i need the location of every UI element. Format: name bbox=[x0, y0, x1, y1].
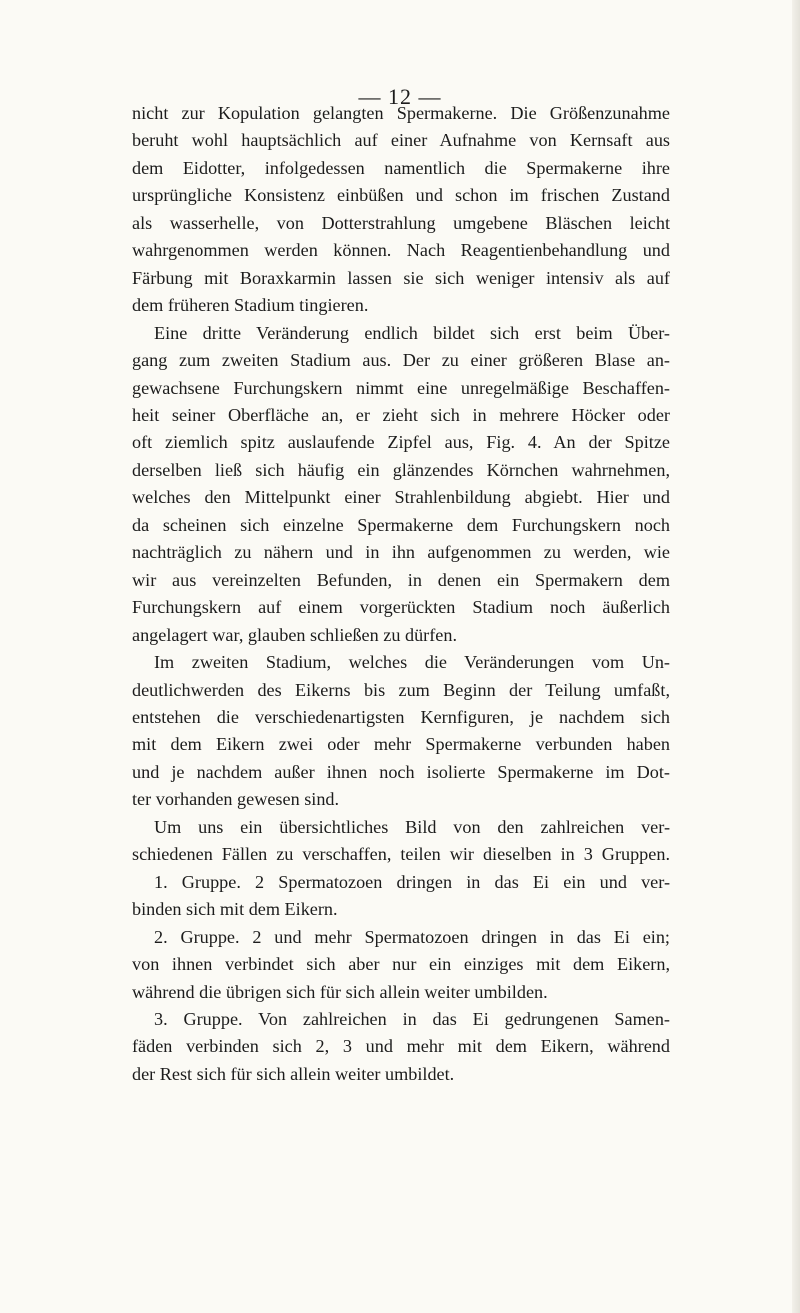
text-line: als wasserhelle, von Dotterstrahlung umgebene Bläschen leicht bbox=[132, 212, 670, 233]
text-line: Eine dritte Veränderung endlich bildet sich erst beim Über- bbox=[154, 322, 670, 343]
text-line: fäden verbinden sich 2, 3 und mehr mit dem Eikern, während bbox=[132, 1036, 670, 1057]
text-line: Färbung mit Boraxkarmin lassen sie sich weniger intensiv als auf bbox=[132, 267, 670, 288]
paragraph-2 bbox=[132, 320, 670, 649]
text-line: gewachsene Furchungskern nimmt eine unregelmäßige Beschaffen- bbox=[132, 377, 670, 398]
text-line: Um uns ein übersichtliches Bild von den zahlreichen ver- bbox=[154, 816, 670, 837]
paragraph-4 bbox=[132, 814, 670, 869]
text-line: dem Eidotter, infolgedessen namentlich die Spermakerne ihre bbox=[132, 157, 670, 178]
paragraph-group-1 bbox=[132, 869, 670, 924]
paragraph-group-2 bbox=[132, 924, 670, 1006]
text-line: während die übrigen sich für sich allein weiter umbilden. bbox=[132, 981, 548, 1002]
paragraph-group-3 bbox=[132, 1006, 670, 1088]
page-number: — 12 — bbox=[358, 84, 442, 109]
text-line: schiedenen Fällen zu verschaffen, teilen wir dieselben in 3 Gruppen. bbox=[132, 844, 670, 865]
text-line: ter vorhanden gewesen sind. bbox=[132, 789, 340, 810]
text-line: 2. Gruppe. 2 und mehr Spermatozoen dringen in das Ei ein; bbox=[154, 926, 670, 947]
text-line: heit seiner Oberfläche an, er zieht sich in mehrere Höcker oder bbox=[132, 404, 670, 425]
paragraph-1 bbox=[132, 100, 670, 320]
text-line: wir aus vereinzelten Befunden, in denen ein Spermakern dem bbox=[132, 569, 670, 590]
text-line: binden sich mit dem Eikern. bbox=[132, 899, 338, 920]
text-line: ursprüngliche Konsistenz einbüßen und schon im frischen Zustand bbox=[132, 185, 670, 206]
text-line: Im zweiten Stadium, welches die Veränderungen vom Un- bbox=[154, 652, 670, 673]
text-line: Furchungskern auf einem vorgerückten Stadium noch äußerlich bbox=[132, 597, 670, 618]
text-line: 1. Gruppe. 2 Spermatozoen dringen in das Ei ein und ver- bbox=[154, 871, 670, 892]
text-line: mit dem Eikern zwei oder mehr Spermakerne verbunden haben bbox=[132, 734, 670, 755]
text-line: beruht wohl hauptsächlich auf einer Aufnahme von Kernsaft aus bbox=[132, 130, 670, 151]
text-line: nachträglich zu nähern und in ihn aufgenommen zu werden, wie bbox=[132, 542, 670, 563]
text-line: oft ziemlich spitz auslaufende Zipfel aus, Fig. 4. An der Spitze bbox=[132, 432, 670, 453]
text-line: deutlichwerden des Eikerns bis zum Beginn der Teilung umfaßt, bbox=[132, 679, 670, 700]
text-line: wahrgenommen werden können. Nach Reagentienbehandlung und bbox=[132, 240, 670, 261]
text-line: da scheinen sich einzelne Spermakerne dem Furchungskern noch bbox=[132, 514, 670, 535]
paragraph-3 bbox=[132, 649, 670, 814]
text-line: dem früheren Stadium tingieren. bbox=[132, 295, 369, 316]
text-line: und je nachdem außer ihnen noch isolierte Spermakerne im Dot- bbox=[132, 761, 670, 782]
page-edge bbox=[792, 0, 800, 1313]
text-line: 3. Gruppe. Von zahlreichen in das Ei gedrungenen Samen- bbox=[154, 1008, 670, 1029]
text-line: von ihnen verbindet sich aber nur ein einziges mit dem Eikern, bbox=[132, 954, 670, 975]
body-text bbox=[132, 100, 670, 1088]
text-line: gang zum zweiten Stadium aus. Der zu einer größeren Blase an- bbox=[132, 350, 670, 371]
text-line: welches den Mittelpunkt einer Strahlenbildung abgiebt. Hier und bbox=[132, 487, 670, 508]
text-line: derselben ließ sich häufig ein glänzendes Körnchen wahrnehmen, bbox=[132, 459, 670, 480]
text-line: angelagert war, glauben schließen zu dürfen. bbox=[132, 624, 457, 645]
text-line: nicht zur Kopulation gelangten Spermakerne. Die Größenzunahme bbox=[132, 103, 670, 123]
text-line: der Rest sich für sich allein weiter umbildet. bbox=[132, 1063, 455, 1084]
text-line: entstehen die verschiedenartigsten Kernfiguren, je nachdem sich bbox=[132, 706, 670, 727]
